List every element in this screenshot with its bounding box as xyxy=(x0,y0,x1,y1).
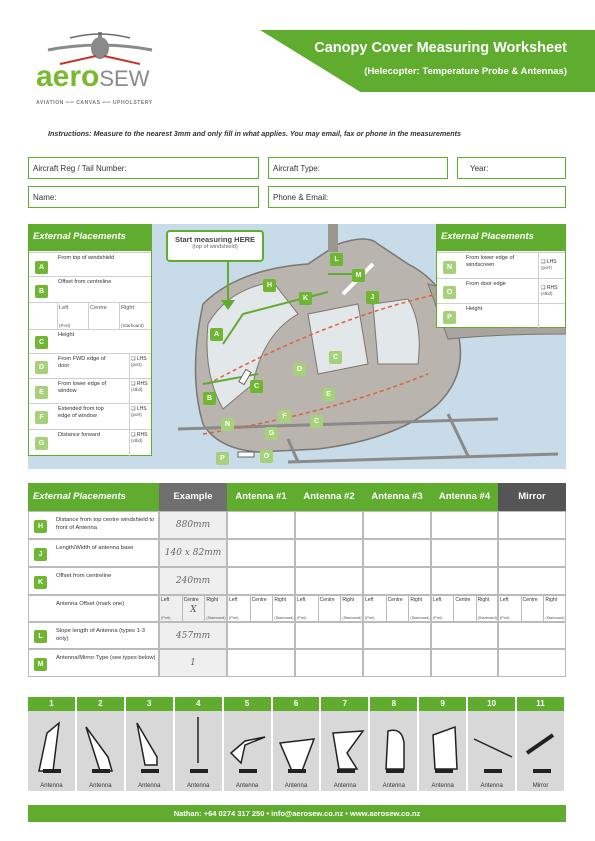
type-illustration xyxy=(321,711,370,791)
row-g-rhs[interactable]: ❑ RHS (stbd) xyxy=(131,432,148,443)
type-illustration xyxy=(224,711,273,791)
type-illustration xyxy=(126,711,175,791)
measurement-cell[interactable] xyxy=(431,567,498,595)
offset-choice-label: Centre xyxy=(183,597,199,603)
diagram-marker-m: M xyxy=(352,269,365,282)
brand-logo xyxy=(30,30,170,110)
table-row-text: Offset from centreline xyxy=(56,573,112,579)
type-illustration xyxy=(77,711,126,791)
left-row-c[interactable] xyxy=(29,329,151,353)
measurement-cell[interactable] xyxy=(498,622,566,649)
type-caption: Antenna xyxy=(333,783,357,789)
offset-choice xyxy=(183,596,206,621)
example-cell xyxy=(159,595,227,622)
table-row-label xyxy=(28,595,159,622)
example-value: 240mm xyxy=(175,576,211,586)
type-number: 4 xyxy=(175,697,224,711)
row-letter-e: E xyxy=(35,386,48,399)
offset-starboard-label: (Starboard) xyxy=(121,323,144,328)
antenna-icon xyxy=(225,713,271,779)
row-b-text: Offset from centreline xyxy=(58,279,112,285)
offset-choice-label: Centre xyxy=(387,597,403,603)
diagram-marker-n: N xyxy=(221,418,234,431)
offset-centre-label: Centre xyxy=(90,305,107,311)
row-letter-a: A xyxy=(35,261,48,274)
offset-choice-label: Left xyxy=(297,597,306,603)
offset-side-label: (Starboard) xyxy=(477,616,497,620)
type-caption: Antenna xyxy=(138,783,161,789)
type-number: 11 xyxy=(517,697,566,711)
row-letter-f: F xyxy=(35,411,48,424)
offset-choice-label: Right xyxy=(477,597,490,603)
example-cell xyxy=(159,539,227,567)
callout-line1: Start measuring HERE xyxy=(174,235,256,244)
antenna-icon xyxy=(470,713,516,779)
antenna-icon xyxy=(127,713,173,779)
name-field[interactable] xyxy=(28,186,259,208)
offset-choice-label: Centre xyxy=(455,597,471,603)
measurement-cell[interactable] xyxy=(363,649,431,677)
left-offset-row[interactable] xyxy=(29,302,151,329)
logo-tagline: AVIATION ══ CANVAS ══ UPHOLSTERY xyxy=(36,100,153,106)
row-d-lhs[interactable]: ❑ LHS (port) xyxy=(131,356,147,367)
type-number: 8 xyxy=(370,697,419,711)
left-row-f[interactable] xyxy=(29,403,151,429)
offset-side-label: (Starboard) xyxy=(274,616,294,620)
offset-choice[interactable] xyxy=(364,596,387,621)
offset-choice-label: Right xyxy=(274,597,287,603)
example-value: 1 xyxy=(190,658,196,668)
type-illustration xyxy=(28,711,77,791)
measurement-cell[interactable] xyxy=(295,539,363,567)
type-caption: Antenna xyxy=(382,783,405,789)
offset-choice-label: Centre xyxy=(251,597,267,603)
diagram-marker-c3: C xyxy=(310,415,323,428)
measurement-cell[interactable] xyxy=(227,649,295,677)
measurement-cell[interactable] xyxy=(498,649,566,677)
aircraft-type-field[interactable] xyxy=(268,157,448,179)
row-letter-p: P xyxy=(443,311,456,324)
left-row-e[interactable] xyxy=(29,378,151,403)
row-a-text: From top of windshield xyxy=(58,255,115,261)
offset-choice[interactable] xyxy=(409,596,432,621)
offset-side-label: (Starboard) xyxy=(410,616,430,620)
row-f-lhs[interactable]: ❑ LHS (port) xyxy=(131,406,147,417)
table-row-label xyxy=(28,567,159,595)
type-caption: Antenna xyxy=(40,783,63,789)
offset-choice-label: Right xyxy=(545,597,558,603)
contact-footer: Nathan: +64 0274 317 250 • info@aerosew.co.nz • www.aerosew.co.nz xyxy=(28,805,566,822)
antenna-measurements-table xyxy=(28,483,566,683)
example-value: 880mm xyxy=(175,520,211,530)
row-letter-c: C xyxy=(35,336,48,349)
measurement-cell[interactable] xyxy=(295,595,363,622)
measurement-cell[interactable] xyxy=(498,539,566,567)
year-field[interactable] xyxy=(457,157,566,179)
type-illustration xyxy=(468,711,517,791)
left-row-g[interactable] xyxy=(29,429,151,456)
measurement-cell[interactable] xyxy=(431,622,498,649)
offset-choice[interactable] xyxy=(341,596,364,621)
row-p-text: Height xyxy=(466,306,483,312)
diagram-marker-j: J xyxy=(366,291,379,304)
measurement-cell[interactable] xyxy=(431,649,498,677)
table-row-letter: L xyxy=(34,630,47,643)
offset-side-label: (Port) xyxy=(229,616,239,620)
diagram-marker-a: A xyxy=(210,328,223,341)
table-row-label xyxy=(28,539,159,567)
offset-choice[interactable] xyxy=(228,596,251,621)
diagram-marker-c2: C xyxy=(329,351,342,364)
type-number: 6 xyxy=(273,697,322,711)
example-value: 140 x 82mm xyxy=(164,548,222,558)
col-header-example: Example xyxy=(159,483,227,511)
row-o-text: From door edge xyxy=(466,281,506,287)
right-placements-panel xyxy=(436,224,566,328)
offset-choice[interactable] xyxy=(477,596,499,621)
phone-email-field[interactable] xyxy=(268,186,566,208)
logo-wordmark: aeroSEW xyxy=(36,60,150,93)
offset-side-label: (Port) xyxy=(365,616,375,620)
measurement-cell[interactable] xyxy=(227,622,295,649)
page-title: Canopy Cover Measuring Worksheet xyxy=(314,40,567,56)
offset-choice[interactable] xyxy=(522,596,545,621)
offset-choice[interactable] xyxy=(432,596,454,621)
offset-side-label: (Port) xyxy=(433,616,443,620)
offset-left-label: Left xyxy=(59,305,69,311)
offset-port-label: (Port) xyxy=(59,323,71,328)
row-f-text: Extended from top edge of window xyxy=(58,406,104,419)
offset-choice-label: Left xyxy=(433,597,442,603)
table-row-letter: H xyxy=(34,520,47,533)
type-illustration xyxy=(517,711,566,791)
col-header-antenna-1: Antenna #1 xyxy=(227,483,295,511)
offset-choice-label: Right xyxy=(206,597,219,603)
offset-choice-label: Left xyxy=(365,597,374,603)
row-letter-b: B xyxy=(35,285,48,298)
row-e-text: From lower edge of window xyxy=(58,381,107,394)
type-number: 7 xyxy=(321,697,370,711)
measurement-cell[interactable] xyxy=(227,567,295,595)
offset-choice-label: Left xyxy=(500,597,509,603)
row-n-lhs[interactable]: ❑ LHS (port) xyxy=(541,259,557,270)
offset-choice[interactable] xyxy=(387,596,410,621)
page-subtitle: (Helecopter: Temperature Probe & Antennas) xyxy=(364,66,567,77)
example-offset-mark: X xyxy=(190,605,197,615)
offset-choice-label: Right xyxy=(410,597,423,603)
row-c-text: Height xyxy=(58,332,75,338)
offset-side-label: (Port) xyxy=(500,616,510,620)
type-illustration xyxy=(370,711,419,791)
diagram-marker-l: L xyxy=(330,253,343,266)
type-number: 10 xyxy=(468,697,517,711)
right-row-p[interactable] xyxy=(437,303,565,328)
type-caption: Antenna xyxy=(235,783,259,789)
diagram-marker-c1: C xyxy=(250,380,263,393)
row-letter-n: N xyxy=(443,261,456,274)
type-illustration xyxy=(273,711,322,791)
row-d-text: From FWD edge of door xyxy=(58,356,106,369)
row-o-rhs[interactable]: ❑ RHS (stbd) xyxy=(541,285,558,296)
left-placements-panel xyxy=(28,224,152,456)
type-illustration xyxy=(419,711,468,791)
measurement-cell[interactable] xyxy=(363,622,431,649)
type-number: 5 xyxy=(224,697,273,711)
measurement-cell[interactable] xyxy=(295,567,363,595)
table-row-label xyxy=(28,622,159,649)
offset-choice[interactable] xyxy=(544,596,567,621)
callout-line2: (top of windshield) xyxy=(192,244,238,250)
antenna-icon xyxy=(78,713,124,779)
measurement-cell[interactable] xyxy=(227,511,295,539)
right-row-n[interactable] xyxy=(437,252,565,278)
table-row-label xyxy=(28,649,159,677)
col-header-antenna-3: Antenna #3 xyxy=(363,483,431,511)
offset-choice[interactable] xyxy=(273,596,296,621)
measurement-cell[interactable] xyxy=(295,649,363,677)
table-row-text: Distance from top centre windshield to front of Antenna xyxy=(56,517,155,531)
type-number: 3 xyxy=(126,697,175,711)
measurement-cell[interactable] xyxy=(363,595,431,622)
mirror-icon xyxy=(519,713,565,779)
example-cell xyxy=(159,622,227,649)
type-caption: Antenna xyxy=(431,783,454,789)
antenna-icon xyxy=(323,713,369,779)
offset-choice xyxy=(205,596,228,621)
diagram-marker-e: E xyxy=(322,388,335,401)
phone-email-label: Phone & Email: xyxy=(273,193,329,202)
row-g-text: Distance forward xyxy=(58,432,100,438)
left-row-b[interactable] xyxy=(29,276,151,302)
table-row-letter: K xyxy=(34,576,47,589)
measurement-cell[interactable] xyxy=(498,567,566,595)
left-panel-title: External Placements xyxy=(29,225,151,251)
row-e-rhs[interactable]: ❑ RHS (stbd) xyxy=(131,381,148,392)
offset-right-label: Right xyxy=(121,305,135,311)
type-number: 9 xyxy=(419,697,468,711)
offset-choice xyxy=(160,596,183,621)
offset-choice-label: Left xyxy=(161,597,170,603)
diagram-marker-h: H xyxy=(263,279,276,292)
diagram-marker-p: P xyxy=(216,452,229,465)
offset-side-label: (Port) xyxy=(297,616,307,620)
table-row-letter: M xyxy=(34,658,47,671)
example-cell xyxy=(159,511,227,539)
offset-side-label: (Starboard) xyxy=(342,616,362,620)
name-label: Name: xyxy=(33,193,57,202)
type-number: 2 xyxy=(77,697,126,711)
measurement-cell[interactable] xyxy=(431,539,498,567)
type-number: 1 xyxy=(28,697,77,711)
table-row-text: Slope length of Antenna (types 1-3 only) xyxy=(56,628,145,642)
offset-side-label: (Starboard) xyxy=(545,616,565,620)
type-caption: Antenna xyxy=(284,783,308,789)
col-header-antenna-4: Antenna #4 xyxy=(431,483,498,511)
measurement-cell[interactable] xyxy=(227,539,295,567)
measurement-cell[interactable] xyxy=(498,511,566,539)
offset-choice[interactable] xyxy=(251,596,274,621)
measurement-cell[interactable] xyxy=(498,595,566,622)
table-row-text: Length/Width of antenna base xyxy=(56,545,134,551)
offset-choice-label: Left xyxy=(229,597,238,603)
measurement-cell[interactable] xyxy=(363,511,431,539)
table-row-letter: J xyxy=(34,548,47,561)
start-measuring-callout xyxy=(166,230,264,262)
right-row-o[interactable] xyxy=(437,278,565,303)
diagram-marker-o: O xyxy=(260,450,273,463)
antenna-icon xyxy=(29,713,75,779)
row-letter-o: O xyxy=(443,286,456,299)
type-illustration xyxy=(175,711,224,791)
type-caption: Antenna xyxy=(89,783,112,789)
right-panel-title: External Placements xyxy=(437,225,565,251)
row-n-text: From lower edge of windscreen xyxy=(466,255,515,268)
measurement-cell[interactable] xyxy=(295,511,363,539)
antenna-icon xyxy=(372,713,418,779)
offset-choice[interactable] xyxy=(319,596,342,621)
measurement-cell[interactable] xyxy=(363,567,431,595)
antenna-icon xyxy=(274,713,320,779)
offset-choice[interactable] xyxy=(454,596,476,621)
offset-side-label: (Port) xyxy=(161,616,171,620)
offset-choice[interactable] xyxy=(296,596,319,621)
offset-choice[interactable] xyxy=(499,596,522,621)
diagram-marker-k: K xyxy=(299,292,312,305)
diagram-marker-d: D xyxy=(293,363,306,376)
row-letter-d: D xyxy=(35,361,48,374)
example-value: 457mm xyxy=(175,630,211,641)
diagram-marker-f: F xyxy=(278,410,291,423)
row-letter-g: G xyxy=(35,437,48,450)
measurement-cell[interactable] xyxy=(431,595,498,622)
diagram-marker-b: B xyxy=(203,392,216,405)
measurement-cell[interactable] xyxy=(227,595,295,622)
aircraft-type-label: Aircraft Type: xyxy=(273,164,320,173)
antenna-icon xyxy=(421,713,467,779)
aircraft-reg-label: Aircraft Reg / Tail Number: xyxy=(33,164,127,173)
offset-choice-label: Right xyxy=(342,597,355,603)
helicopter-diagram xyxy=(28,224,566,469)
table-row-text: Antenna Offset (mark one) xyxy=(56,601,125,607)
aircraft-reg-field[interactable] xyxy=(28,157,259,179)
example-cell xyxy=(159,649,227,677)
type-caption: Antenna xyxy=(186,783,210,789)
measurement-cell[interactable] xyxy=(295,622,363,649)
offset-choice-label: Centre xyxy=(522,597,538,603)
antenna-icon xyxy=(176,713,222,779)
offset-side-label: (Starboard) xyxy=(206,616,226,620)
left-row-a[interactable] xyxy=(29,252,151,276)
measurement-cell[interactable] xyxy=(431,511,498,539)
col-header-antenna-2: Antenna #2 xyxy=(295,483,363,511)
example-cell xyxy=(159,567,227,595)
table-row-label xyxy=(28,511,159,539)
diagram-marker-g: G xyxy=(265,427,278,440)
table-row-text: Antenna/Mirror Type (see types below) xyxy=(56,655,156,661)
measurement-cell[interactable] xyxy=(363,539,431,567)
col-header-mirror: Mirror xyxy=(498,483,566,511)
table-title: External Placements xyxy=(28,483,159,511)
instructions-text: Instructions: Measure to the nearest 3mm and only fill in what applies. You may email, fax or phone in the measurements xyxy=(48,129,461,138)
type-caption: Mirror xyxy=(532,783,549,789)
offset-choice-label: Centre xyxy=(319,597,335,603)
left-row-d[interactable] xyxy=(29,353,151,378)
year-label: Year: xyxy=(470,164,489,173)
type-caption: Antenna xyxy=(480,783,503,789)
